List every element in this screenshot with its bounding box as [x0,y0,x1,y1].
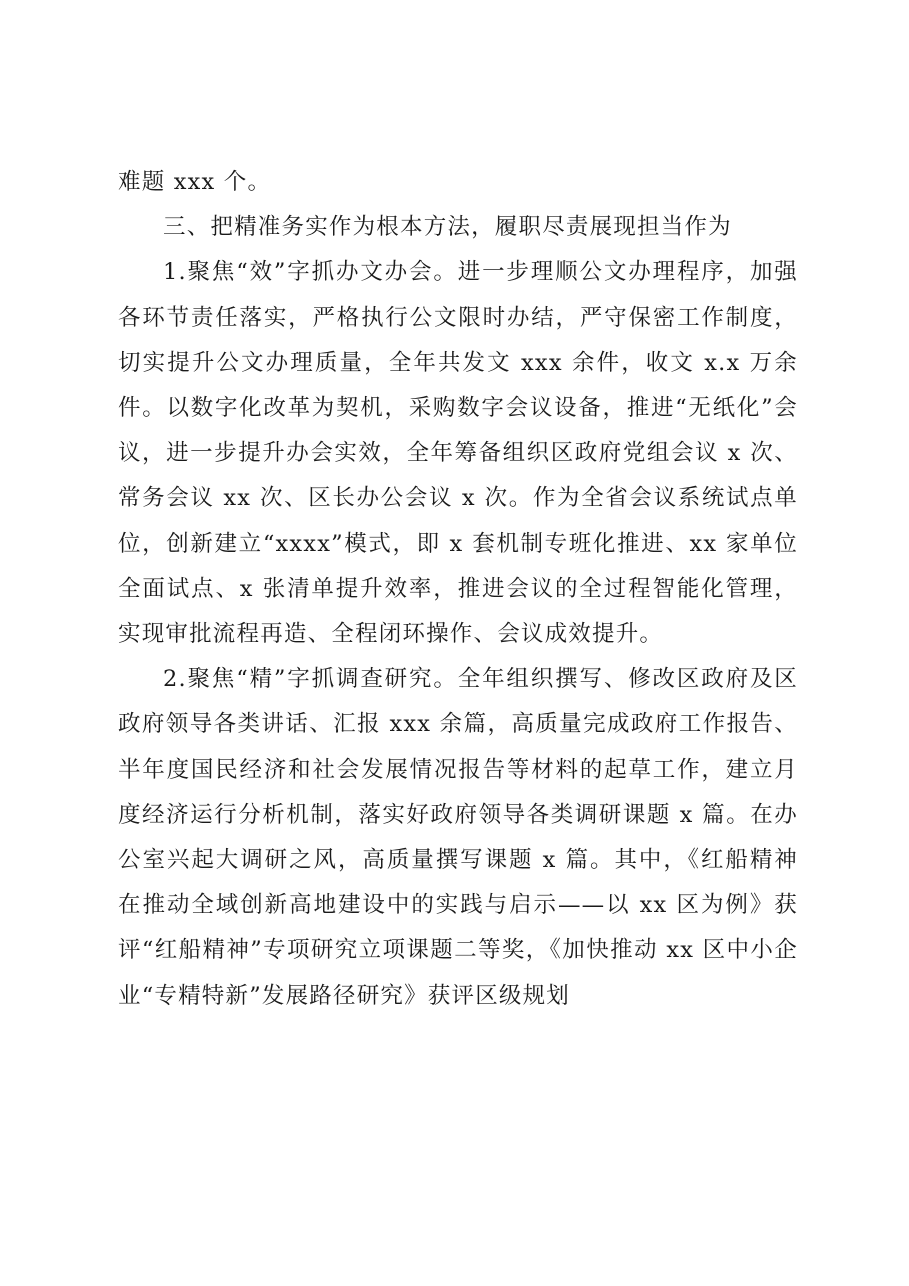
paragraph-item-2: 2.聚焦“精”字抓调查研究。全年组织撰写、修改区政府及区政府领导各类讲话、汇报 xxx 余篇，高质量完成政府工作报告、半年度国民经济和社会发展情况报告等材料的起草工作，建立月度经济运行分析机制，落实好政府领导各类调研课题 x 篇。在办公室兴起大调研之风，高质量撰写课题 x 篇。其中，《红船精神在推动全域创新高地建设中的实践与启示——以 xx 区为例》获评“红船精神”专项研究立项课题二等奖，《加快推动 xx 区中小企业“专精特新”发展路径研究》获评区级规划 [118,666,798,1009]
paragraph-continuation: 难题 xxx 个。 [118,169,272,195]
document-body [118,160,798,1019]
paragraph-item-1: 1.聚焦“效”字抓办文办会。进一步理顺公文办理程序，加强各环节责任落实，严格执行公文限时办结，严守保密工作制度，切实提升公文办理质量，全年共发文 xxx 余件，收文 x.x 万余件。以数字化改革为契机，采购数字会议设备，推进“无纸化”会议，进一步提升办会实效，全年筹备组织区政府党组会议 x 次、常务会议 xx 次、区长办公会议 x 次。作为全省会议系统试点单位，创新建立“xxxx”模式，即 x 套机制专班化推进、xx 家单位全面试点、x 张清单提升效率，推进会议的全过程智能化管理，实现审批流程再造、全程闭环操作、会议成效提升。 [118,259,798,648]
section-heading: 三、把精准务实作为根本方法，履职尽责展现担当作为 [163,214,732,241]
